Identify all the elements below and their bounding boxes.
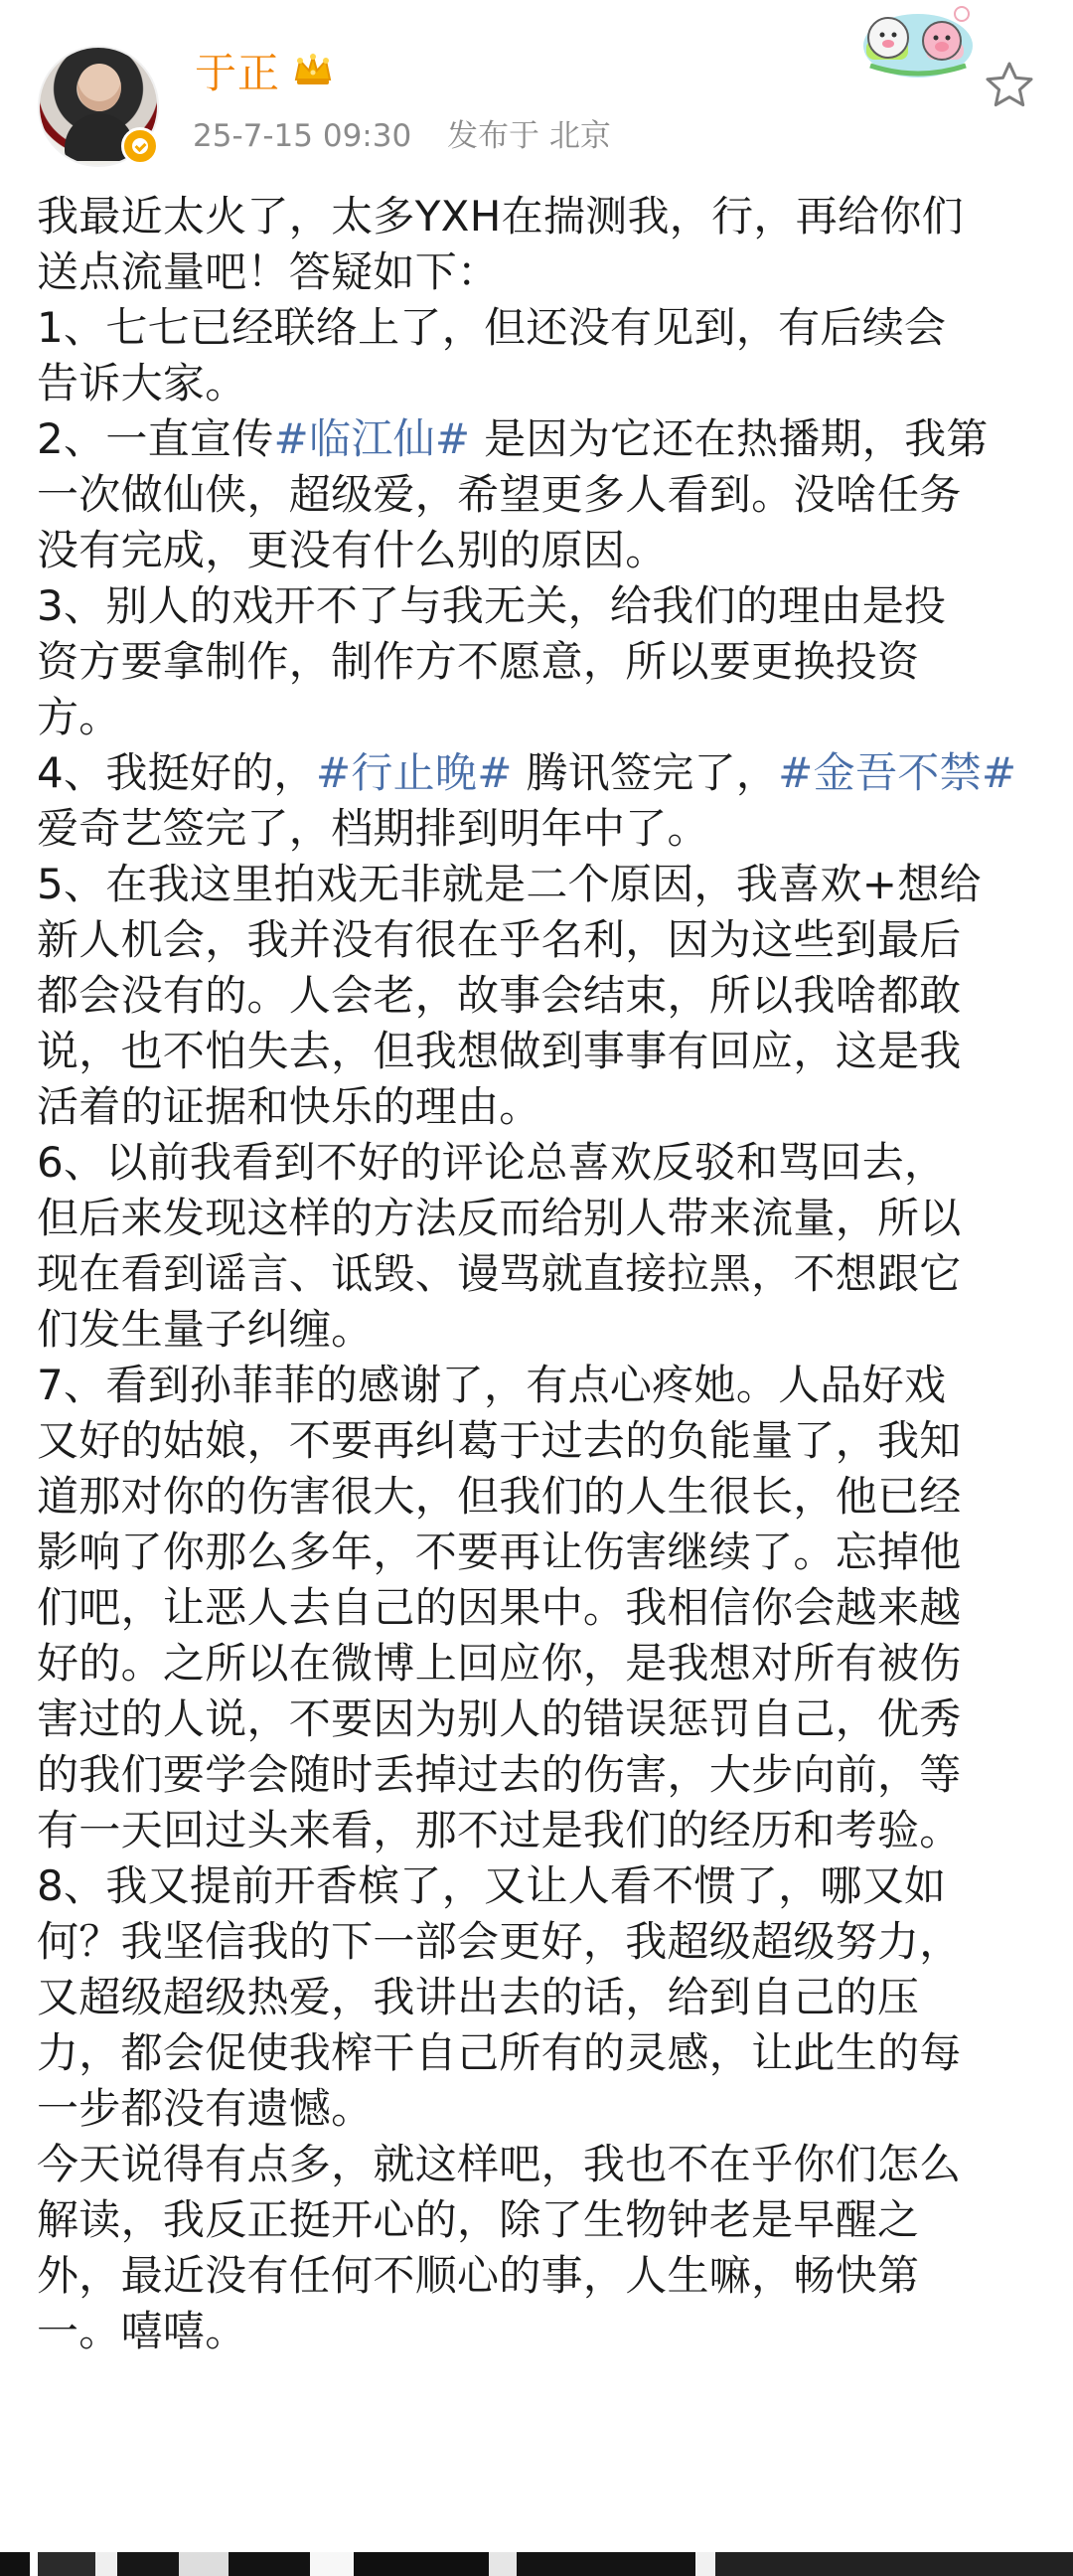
post-text: 是因为它还在热播期，我第 bbox=[470, 414, 989, 463]
verified-badge-icon bbox=[121, 127, 159, 165]
hashtag-link-xingzhiwan[interactable]: #行止晚# bbox=[315, 748, 513, 797]
post-line-19: 但后来发现这样的方法反而给别人带来流量，所以 bbox=[37, 1194, 962, 1242]
post-meta bbox=[193, 115, 637, 157]
post-line-11 bbox=[37, 745, 1040, 801]
post-line-4: 告诉大家。 bbox=[37, 359, 247, 407]
post-line-26: 们吧，让恶人去自己的因果中。我相信你会越来越 bbox=[37, 1583, 962, 1632]
post-line-22: 7、看到孙菲菲的感谢了，有点心疼她。人品好戏 bbox=[37, 1361, 947, 1409]
post-line-1: 我最近太火了，太多YXH在揣测我，行，再给你们 bbox=[37, 192, 964, 241]
post-line-23: 又好的姑娘，不要再纠葛于过去的负能量了，我知 bbox=[37, 1416, 962, 1465]
cartoon-pig-sticker-icon bbox=[860, 4, 976, 85]
favorite-star-icon[interactable] bbox=[984, 60, 1035, 111]
post-line-6: 一次做仙侠，超级爱，希望更多人看到。没啥任务 bbox=[37, 470, 962, 519]
post-line-15: 都会没有的。人会老，故事会结束，所以我啥都敢 bbox=[37, 971, 962, 1020]
post-line-37: 解读，我反正挺开心的，除了生物钟老是早醒之 bbox=[37, 2195, 920, 2244]
post-line-34: 力，都会促使我榨干自己所有的灵感，让此生的每 bbox=[37, 2028, 962, 2077]
post-line-32: 何？我坚信我的下一部会更好，我超级超级努力， bbox=[37, 1917, 962, 1966]
crown-icon bbox=[292, 53, 334, 86]
post-image-preview-strip[interactable] bbox=[0, 2552, 1073, 2576]
post-line-35: 一步都没有遗憾。 bbox=[37, 2084, 374, 2133]
hashtag-link-jinwubujin[interactable]: #金吾不禁# bbox=[778, 748, 1017, 797]
post-line-5 bbox=[37, 411, 1040, 467]
post-header bbox=[0, 0, 1073, 189]
post-line-33: 又超级超级热爱，我讲出去的话，给到自己的压 bbox=[37, 1973, 920, 2021]
post-line-14: 新人机会，我并没有很在乎名利，因为这些到最后 bbox=[37, 915, 962, 964]
post-line-8: 3、别人的戏开不了与我无关，给我们的理由是投 bbox=[37, 581, 947, 630]
post-line-7: 没有完成，更没有什么别的原因。 bbox=[37, 526, 668, 574]
post-line-2: 送点流量吧！答疑如下： bbox=[37, 247, 500, 296]
post-line-25: 影响了你那么多年，不要再让伤害继续了。忘掉他 bbox=[37, 1528, 962, 1576]
post-timestamp: 25-7-15 09:30 bbox=[193, 118, 412, 154]
post-line-39: 一。嘻嘻。 bbox=[37, 2307, 247, 2355]
post-line-3: 1、七七已经联络上了，但还没有见到，有后续会 bbox=[37, 303, 947, 352]
post-line-38: 外，最近没有任何不顺心的事，人生嘛，畅快第 bbox=[37, 2251, 920, 2300]
post-line-27: 好的。之所以在微博上回应你，是我想对所有被伤 bbox=[37, 1639, 962, 1688]
post-body bbox=[37, 189, 1040, 2359]
post-location: 发布于 北京 bbox=[447, 118, 611, 154]
post-line-10: 方。 bbox=[37, 693, 121, 741]
post-line-18: 6、以前我看到不好的评论总喜欢反驳和骂回去， bbox=[37, 1138, 947, 1187]
post-line-24: 道那对你的伤害很大，但我们的人生很长，他已经 bbox=[37, 1472, 962, 1521]
post-line-12: 爱奇艺签完了，档期排到明年中了。 bbox=[37, 804, 709, 853]
post-line-30: 有一天回过头来看，那不过是我们的经历和考验。 bbox=[37, 1806, 962, 1854]
hashtag-link-linjiangxian[interactable]: #临江仙# bbox=[273, 414, 471, 463]
post-line-28: 害过的人说，不要因为别人的错误惩罚自己，优秀 bbox=[37, 1694, 962, 1743]
post-line-21: 们发生量子纠缠。 bbox=[37, 1305, 374, 1354]
post-line-29: 的我们要学会随时丢掉过去的伤害，大步向前，等 bbox=[37, 1750, 962, 1799]
post-text: 2、一直宣传 bbox=[37, 414, 274, 463]
author-name[interactable]: 于正 bbox=[195, 49, 281, 97]
post-line-31: 8、我又提前开香槟了，又让人看不惯了，哪又如 bbox=[37, 1861, 947, 1910]
post-line-36: 今天说得有点多，就这样吧，我也不在乎你们怎么 bbox=[37, 2140, 962, 2188]
post-line-9: 资方要拿制作，制作方不愿意，所以要更换投资 bbox=[37, 637, 920, 686]
post-line-17: 活着的证据和快乐的理由。 bbox=[37, 1082, 541, 1131]
post-text: 腾讯签完了， bbox=[512, 748, 779, 797]
post-line-20: 现在看到谣言、诋毁、谩骂就直接拉黑，不想跟它 bbox=[37, 1249, 962, 1298]
post-line-16: 说，也不怕失去，但我想做到事事有回应，这是我 bbox=[37, 1027, 962, 1075]
post-line-13: 5、在我这里拍戏无非就是二个原因，我喜欢+想给 bbox=[37, 860, 982, 908]
post-text: 4、我挺好的， bbox=[37, 748, 316, 797]
